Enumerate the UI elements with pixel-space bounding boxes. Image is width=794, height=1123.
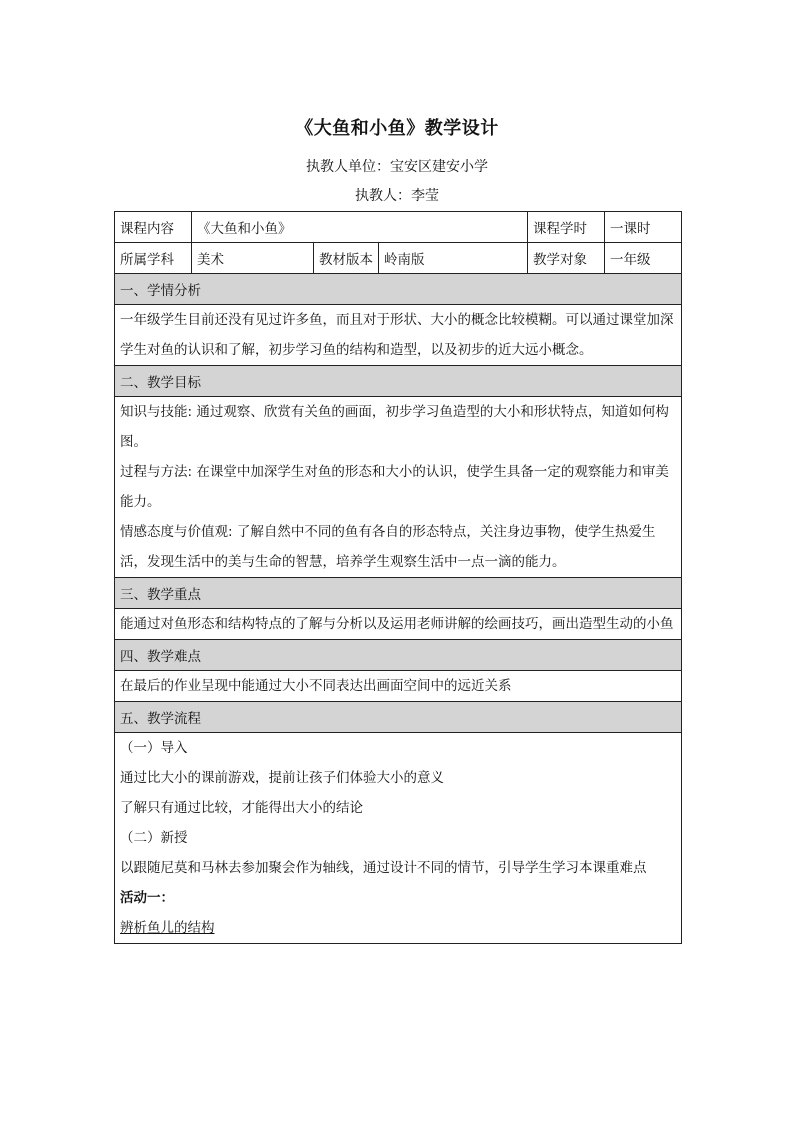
process-line: 通过比大小的课前游戏，提前让孩子们体验大小的意义 [120,770,444,786]
audience-label: 教学对象 [528,243,605,274]
section-heading: 一、学情分析 [115,274,682,305]
edition-value: 岭南版 [379,243,528,274]
section-heading-goals [115,366,682,397]
edition-label: 教材版本 [314,243,379,274]
section-heading-analysis [115,274,682,305]
section-heading-key-points [115,578,682,609]
subject-value: 美术 [192,243,314,274]
section-heading: 四、教学难点 [115,640,682,671]
process-line: 以跟随尼莫和马林去参加聚会作为轴线，通过设计不同的情节，引导学生学习本课重难点 [120,860,647,876]
section-heading-process [115,702,682,733]
section-paragraph: 能通过对鱼形态和结构特点的了解与分析以及运用老师讲解的绘画技巧，画出造型生动的小鱼 [120,616,674,632]
audience-value: 一年级 [605,243,682,274]
meta-row-subject [115,243,682,274]
course-content-label: 课程内容 [115,212,192,243]
meta-row-course [115,212,682,243]
section-paragraph: 一年级学生目前还没有见过许多鱼，而且对于形状、大小的概念比较模糊。可以通过课堂加深学生对鱼的认识和了解，初步学习鱼的结构和造型，以及初步的近大远小概念。 [120,312,674,358]
process-line: 了解只有通过比较，才能得出大小的结论 [120,800,363,816]
goal-emotion: 情感态度与价值观: 了解自然中不同的鱼有各自的形态特点，关注身边事物，使学生热爱生活，发现生活中的美与生命的智慧，培养学生观察生活中一点一滴的能力。 [120,524,656,570]
process-step-new: （二）新授 [120,830,188,846]
section-body-analysis [115,305,682,366]
goal-knowledge: 知识与技能: 通过观察、欣赏有关鱼的画面，初步学习鱼造型的大小和形状特点，知道如何构图。 [120,404,669,450]
section-heading: 五、教学流程 [115,702,682,733]
lesson-plan-table [114,211,682,944]
course-hours-value: 一课时 [605,212,682,243]
subject-label: 所属学科 [115,243,192,274]
teacher-unit: 执教人单位：宝安区建安小学 [306,159,488,175]
goal-process: 过程与方法: 在课堂中加深学生对鱼的形态和大小的认识，使学生具备一定的观察能力和审美能力。 [120,464,669,510]
section-paragraph: 在最后的作业呈现中能通过大小不同表达出画面空间中的远近关系 [120,678,512,694]
process-step-intro: （一）导入 [120,740,188,756]
teacher-name: 执教人：李莹 [355,188,439,204]
section-heading: 三、教学重点 [115,578,682,609]
section-body-difficulties [115,671,682,702]
section-body-goals [115,397,682,578]
activity-title: 辨析鱼儿的结构 [120,920,215,936]
section-heading-difficulties [115,640,682,671]
section-body-process [115,733,682,944]
section-heading: 二、教学目标 [115,366,682,397]
activity-heading: 活动一： [120,890,174,906]
course-hours-label: 课程学时 [528,212,605,243]
section-body-key-points [115,609,682,640]
course-content-value: 《大鱼和小鱼》 [192,212,528,243]
document-title: 《大鱼和小鱼》教学设计 [295,118,499,139]
